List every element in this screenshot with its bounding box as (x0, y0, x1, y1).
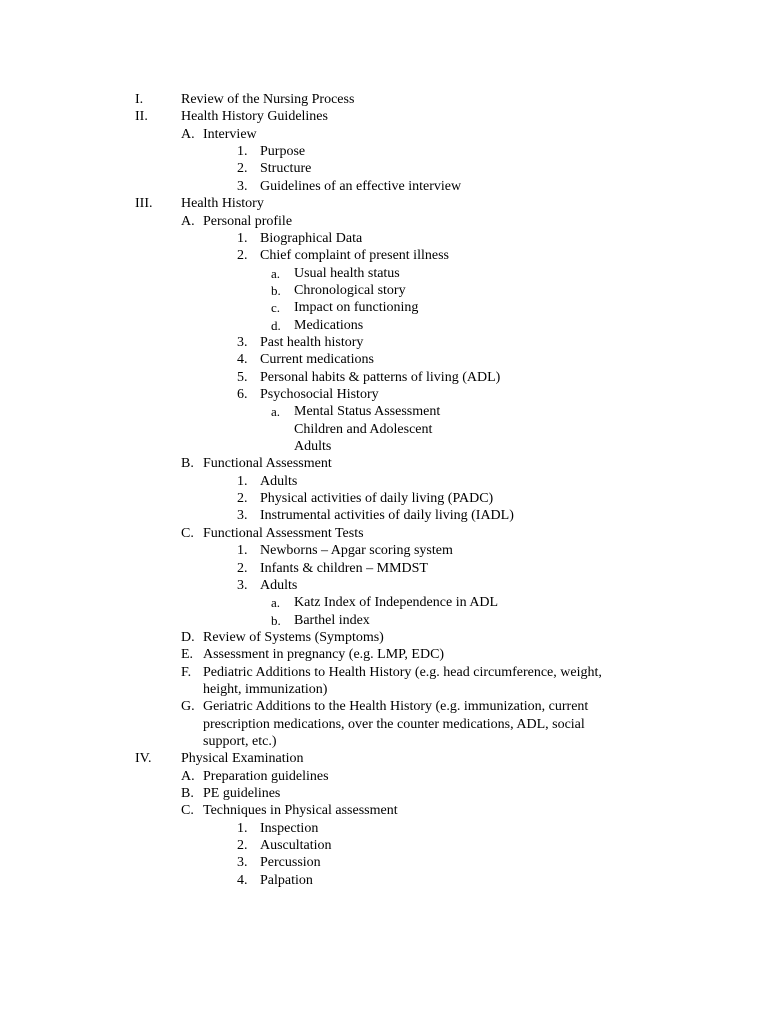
outline-item (0, 351, 768, 369)
outline-item-text: Chronological story (294, 282, 406, 298)
outline-item-text: Barthel index (294, 612, 370, 628)
outline-item (0, 421, 768, 439)
outline-item-text: Structure (260, 161, 312, 177)
outline-item-number: 3. (237, 855, 248, 871)
outline-item-number: 3. (237, 577, 248, 593)
outline-item-text: Purpose (260, 144, 306, 160)
outline-item-text: Preparation guidelines (203, 768, 329, 784)
outline-item-text: Current medications (260, 352, 374, 368)
outline-item (0, 299, 768, 317)
outline-item-number: a. (271, 265, 281, 281)
outline-item-number: 3. (237, 334, 248, 350)
outline-item (0, 108, 768, 126)
outline-item-number: II. (135, 109, 148, 125)
outline-item-number: C. (181, 803, 194, 819)
outline-item-text: Review of Systems (Symptoms) (203, 629, 384, 645)
outline-item-number: 3. (237, 508, 248, 524)
outline-item-text: Instrumental activities of daily living (IADL) (260, 508, 514, 524)
outline-item (0, 369, 768, 387)
outline-item-text: height, immunization) (203, 681, 328, 697)
outline-item-number: 2. (237, 491, 248, 507)
outline-item-text: Assessment in pregnancy (e.g. LMP, EDC) (203, 647, 445, 663)
outline-item-text: Adults (260, 473, 298, 489)
outline-item-text: Past health history (260, 334, 364, 350)
outline-item-text: Psychosocial History (260, 387, 379, 402)
outline-item (0, 230, 768, 248)
outline-item (0, 247, 768, 265)
outline-item-text: Guidelines of an effective interview (260, 178, 462, 194)
outline-item-text: Mental Status Assessment (294, 404, 441, 420)
outline-item (0, 681, 768, 699)
outline-item-text: Geriatric Additions to the Health History (e.g. immunization, current (203, 699, 589, 715)
outline-item (0, 750, 768, 768)
outline-item-number: 1. (237, 543, 248, 559)
outline-item-text: Functional Assessment Tests (203, 525, 364, 541)
outline-item-number: E. (181, 647, 194, 663)
outline-item (0, 698, 768, 716)
outline-item-text: Infants & children – MMDST (260, 560, 428, 576)
outline-item (0, 820, 768, 838)
outline-item (0, 612, 768, 630)
outline-item-number: d. (271, 317, 281, 333)
outline-item-text: Usual health status (294, 265, 400, 281)
outline-item-number: B. (181, 786, 194, 801)
outline-item-number: 4. (237, 872, 248, 888)
outline-item-text: Percussion (260, 855, 321, 871)
outline-item-text: PE guidelines (203, 786, 281, 801)
outline-item (0, 490, 768, 508)
outline-item (0, 438, 768, 456)
outline-item-text: Interview (203, 126, 257, 142)
outline-item-text: Palpation (260, 872, 313, 888)
outline-item-number: 1. (237, 820, 248, 836)
outline-item-number: b. (271, 612, 281, 628)
outline-item-number: III. (135, 196, 153, 212)
outline-item (0, 91, 768, 109)
outline-item-text: Biographical Data (260, 230, 363, 246)
outline-item (0, 577, 768, 595)
outline-item-text: support, etc.) (203, 734, 277, 749)
outline-item-number: 6. (237, 387, 248, 402)
outline-item-number: a. (271, 595, 281, 611)
outline-item-text: Adults (260, 577, 298, 593)
outline-item (0, 265, 768, 283)
outline-item-number: 2. (237, 161, 248, 177)
outline-item-text: Newborns – Apgar scoring system (260, 543, 453, 559)
outline-item-number: G. (181, 699, 195, 715)
outline-item-number: 1. (237, 144, 248, 160)
outline-item-number: 4. (237, 352, 248, 368)
outline-item-number: F. (181, 664, 192, 680)
outline-item-number: B. (181, 456, 194, 472)
outline-item-text: Functional Assessment (203, 456, 332, 472)
outline-item (0, 386, 768, 404)
outline-item (0, 126, 768, 144)
outline-item-number: 5. (237, 369, 248, 385)
outline-item-number: C. (181, 525, 194, 541)
outline-item (0, 525, 768, 543)
outline-item-text: Health History (181, 196, 264, 212)
outline-item (0, 802, 768, 820)
outline-item (0, 473, 768, 491)
outline-item-number: A. (181, 768, 195, 784)
outline-item-number: IV. (135, 751, 152, 767)
outline-item-text: prescription medications, over the counter medications, ADL, social (203, 716, 585, 732)
outline-item-text: Physical activities of daily living (PADC) (260, 491, 494, 507)
outline-item-number: A. (181, 213, 195, 229)
outline-item (0, 213, 768, 231)
outline-item (0, 195, 768, 213)
outline-item-text: Katz Index of Independence in ADL (294, 595, 499, 611)
outline-item (0, 160, 768, 178)
outline-item-text: Inspection (260, 820, 319, 836)
outline-item-text: Auscultation (260, 838, 332, 854)
outline-item (0, 178, 768, 196)
outline-item-text: Impact on functioning (294, 300, 419, 316)
outline-item (0, 455, 768, 473)
outline-item (0, 629, 768, 647)
outline-item-text: Pediatric Additions to Health History (e.g. head circumference, weight, (203, 664, 602, 680)
outline-item-number: D. (181, 629, 195, 645)
outline-item (0, 837, 768, 855)
outline-item-number: A. (181, 126, 195, 142)
outline-item-number: I. (135, 92, 144, 107)
outline-item-text: Children and Adolescent (294, 421, 433, 437)
outline-item (0, 854, 768, 872)
outline-item-number: 2. (237, 838, 248, 854)
outline-item (0, 560, 768, 578)
outline-item-number: b. (271, 282, 281, 298)
outline-item (0, 785, 768, 803)
outline-item-number: 2. (237, 248, 248, 264)
outline-item (0, 317, 768, 335)
outline-item (0, 716, 768, 734)
outline-item (0, 282, 768, 300)
outline-item-number: 2. (237, 560, 248, 576)
outline-item-text: Personal habits & patterns of living (ADL) (260, 369, 501, 385)
outline-item-text: Techniques in Physical assessment (203, 803, 398, 819)
outline-item-text: Medications (294, 317, 364, 333)
outline-item-number: 3. (237, 178, 248, 194)
outline-item-text: Adults (294, 439, 332, 454)
outline-item-text: Review of the Nursing Process (181, 92, 355, 107)
outline-item-number: 1. (237, 473, 248, 489)
outline-item (0, 768, 768, 786)
outline-item (0, 143, 768, 161)
outline-item-text: Physical Examination (181, 751, 304, 767)
outline-item-number: c. (271, 300, 281, 316)
outline-item (0, 872, 768, 890)
outline-item (0, 646, 768, 664)
outline-item-text: Personal profile (203, 213, 293, 229)
outline-item (0, 403, 768, 421)
outline-item-text: Health History Guidelines (181, 109, 328, 125)
outline-item (0, 733, 768, 751)
outline-item-text: Chief complaint of present illness (260, 248, 449, 264)
outline-item-number: a. (271, 404, 281, 420)
outline-item (0, 594, 768, 612)
outline-item-number: 1. (237, 230, 248, 246)
outline-item (0, 507, 768, 525)
outline-item (0, 334, 768, 352)
outline-item (0, 542, 768, 560)
outline-item (0, 664, 768, 682)
